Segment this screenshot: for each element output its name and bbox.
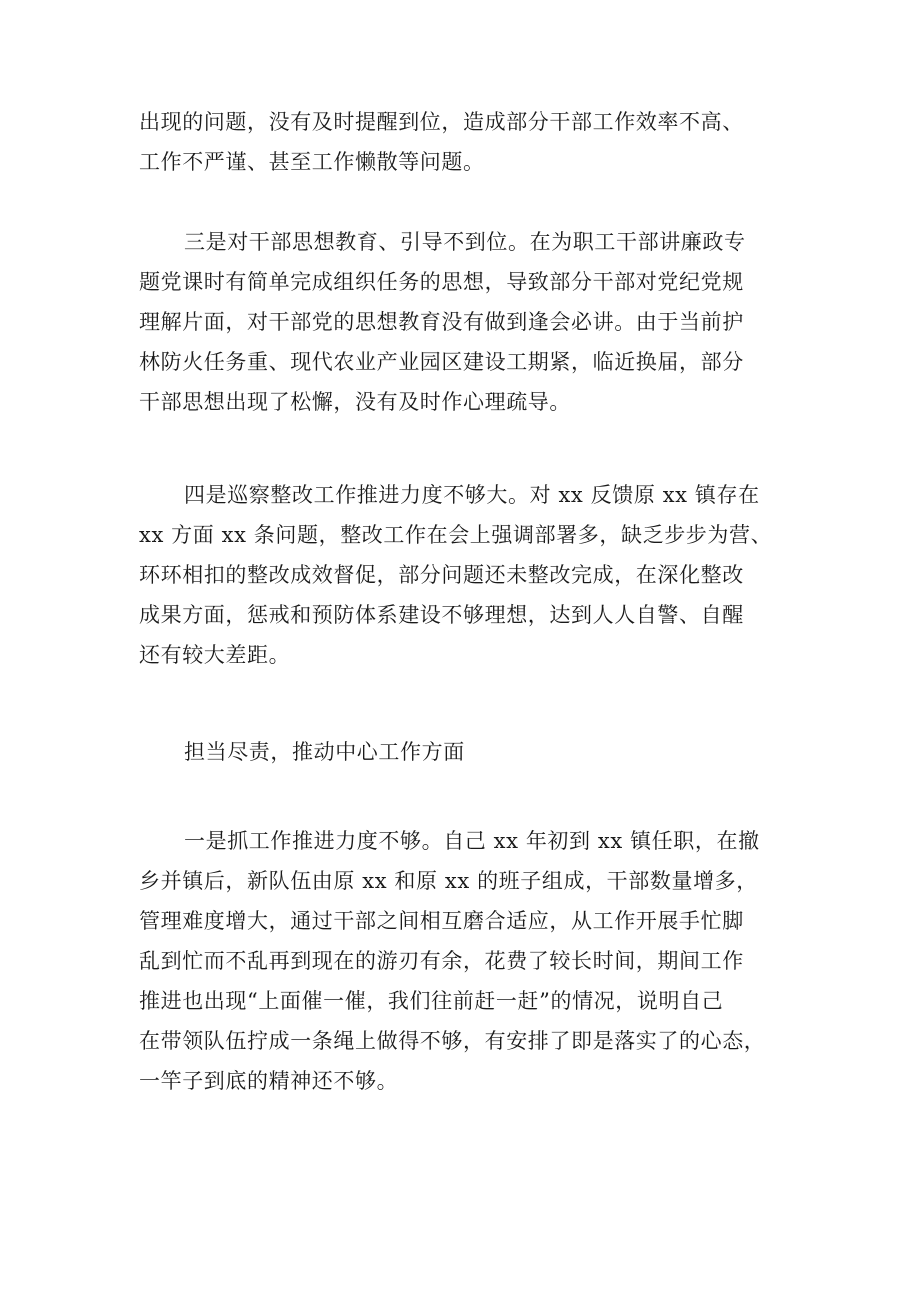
text-line: 一竿子到底的精神还不够。	[139, 1069, 399, 1093]
text-line: 出现的问题，没有及时提醒到位，造成部分干部工作效率不高、	[139, 110, 744, 134]
text-line: 环环相扣的整改成效督促，部分问题还未整改完成，在深化整改	[139, 563, 744, 587]
text-line: 在带领队伍拧成一条绳上做得不够，有安排了即是落实了的心态，	[139, 1029, 766, 1053]
paragraph-work-progress	[139, 821, 789, 1101]
text-line: 三是对干部思想教育、引导不到位。在为职工干部讲廉政专	[184, 230, 746, 254]
paragraph-rectification	[139, 475, 789, 675]
text-line: 还有较大差距。	[139, 643, 291, 667]
text-line: 题党课时有简单完成组织任务的思想，导致部分干部对党纪党规	[139, 270, 744, 294]
text-line: 干部思想出现了松懈，没有及时作心理疏导。	[139, 390, 571, 414]
text-line: xx 方面 xx 条问题，整改工作在会上强调部署多，缺乏步步为营、	[139, 523, 773, 547]
text-line: 林防火任务重、现代农业产业园区建设工期紧，临近换届，部分	[139, 350, 744, 374]
text-line: 成果方面，惩戒和预防体系建设不够理想，达到人人自警、自醒	[139, 603, 744, 627]
text-line: 管理难度增大，通过干部之间相互磨合适应，从工作开展手忙脚	[139, 909, 744, 933]
text-line: 一是抓工作推进力度不够。自己 xx 年初到 xx 镇任职，在撤	[184, 829, 760, 853]
text-line: 四是巡察整改工作推进力度不够大。对 xx 反馈原 xx 镇存在	[184, 483, 760, 507]
heading-line: 担当尽责，推动中心工作方面	[184, 740, 465, 764]
text-line: 理解片面，对干部党的思想教育没有做到逢会必讲。由于当前护	[139, 310, 744, 334]
text-line: 乱到忙而不乱再到现在的游刃有余，花费了较长时间，期间工作	[139, 949, 744, 973]
paragraph-continuation	[139, 102, 789, 182]
paragraph-cadre-education	[139, 222, 789, 422]
text-line: 推进也出现“上面催一催，我们往前赶一赶”的情况，说明自己	[139, 989, 724, 1013]
text-line: 乡并镇后，新队伍由原 xx 和原 xx 的班子组成，干部数量增多，	[139, 869, 758, 893]
text-line: 工作不严谨、甚至工作懒散等问题。	[139, 150, 485, 174]
section-heading	[139, 732, 789, 772]
